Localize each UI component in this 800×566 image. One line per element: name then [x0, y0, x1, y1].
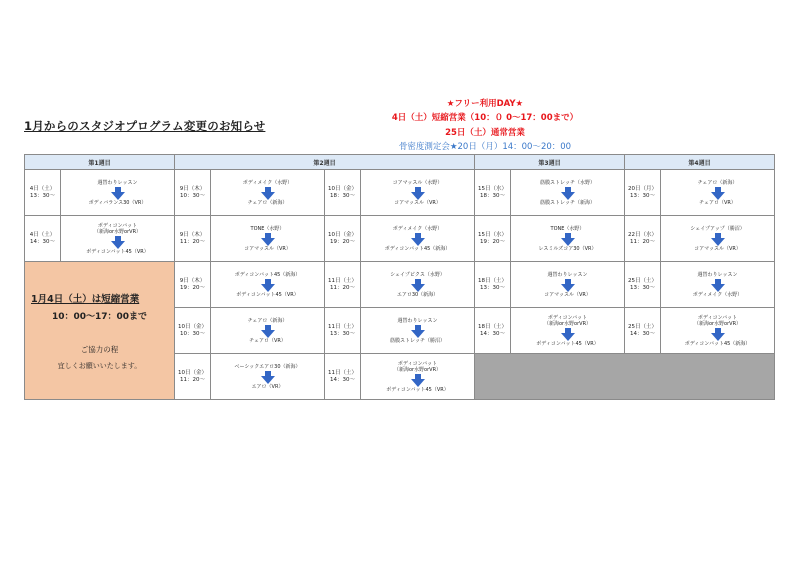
slot-program: [361, 170, 475, 216]
slot-program: [511, 170, 625, 216]
old-program: 週替わりレッスン: [547, 271, 588, 278]
slot-program: [211, 354, 325, 400]
new-program: チェアロ（VR）: [249, 337, 286, 344]
new-program: ボディコンバット45（VR）: [236, 291, 299, 298]
new-program: コアマッスル（VR）: [544, 291, 591, 298]
slot-program: [661, 262, 775, 308]
new-program: 筋膜ストレッチ（新海）: [540, 199, 595, 206]
new-program: レスミルズコア30（VR）: [538, 245, 597, 252]
old-program: TONE（水野）: [250, 225, 285, 232]
arrow-down-icon: [711, 284, 725, 292]
slot-date: 4日（土） 14：30～: [25, 216, 61, 262]
arrow-down-icon: [411, 330, 425, 338]
free-day-heading: ★フリー利用DAY★: [446, 99, 524, 109]
slot-program: [361, 262, 475, 308]
old-program: 筋膜ストレッチ（水野）: [540, 179, 595, 186]
old-program: 週替わりレッスン: [397, 317, 438, 324]
new-program: 筋膜ストレッチ（勝沼）: [390, 337, 445, 344]
slot-program: [61, 170, 175, 216]
new-program: ボディコンバット45（新海）: [384, 245, 451, 252]
slot-date: 10日（金） 11：20～: [175, 354, 211, 400]
old-program: ボディコンバット （新海or水野orVR）: [93, 222, 142, 235]
arrow-down-icon: [711, 238, 725, 246]
slot-program: [211, 216, 325, 262]
slot-program: [211, 170, 325, 216]
week-1-header: 第1週目: [25, 155, 175, 170]
old-program: チェアロ（新海）: [247, 317, 288, 324]
schedule-table: [24, 154, 775, 400]
slot-program: [211, 308, 325, 354]
slot-date: 11日（土） 11：20～: [325, 262, 361, 308]
old-program: ボディコンバット （新海or水野orVR）: [693, 314, 742, 327]
old-program: ボディメイク（水野）: [242, 179, 293, 186]
old-program: チェアロ（新海）: [697, 179, 738, 186]
short-hours-box-time: 10：00～17：00まで: [51, 311, 148, 322]
arrow-down-icon: [261, 238, 275, 246]
new-program: ボディバランス30（VR）: [88, 199, 147, 206]
old-program: TONE（水野）: [550, 225, 585, 232]
new-program: エアロ30（新海）: [396, 291, 439, 298]
slot-program: [361, 308, 475, 354]
week-2-header: 第2週目: [175, 155, 475, 170]
arrow-down-icon: [261, 192, 275, 200]
slot-date: 9日（木） 10：30～: [175, 170, 211, 216]
slot-program: [511, 262, 625, 308]
old-program: シェイプビクス（水野）: [390, 271, 445, 278]
week-4-header: 第4週目: [625, 155, 775, 170]
slot-date: 4日（土） 13：30～: [25, 170, 61, 216]
arrow-down-icon: [411, 379, 425, 387]
slot-program: [661, 170, 775, 216]
old-program: コアマッスル（水野）: [392, 179, 443, 186]
short-hours-box: [25, 262, 175, 400]
slot-date: 25日（土） 13：30～: [625, 262, 661, 308]
new-program: コアマッスル（VR）: [244, 245, 291, 252]
arrow-down-icon: [261, 330, 275, 338]
arrow-down-icon: [561, 192, 575, 200]
arrow-down-icon: [261, 284, 275, 292]
slot-date: 25日（土） 14：30～: [625, 308, 661, 354]
short-hours-box-message: ご協力の程: [80, 344, 119, 354]
old-program: シェイプアップ（勝沼）: [690, 225, 745, 232]
arrow-down-icon: [561, 238, 575, 246]
slot-program: [661, 308, 775, 354]
old-program: 週替わりレッスン: [97, 179, 138, 186]
slot-date: 10日（金） 10：30～: [175, 308, 211, 354]
week-3-header: 第3週目: [475, 155, 625, 170]
slot-date: 18日（土） 13：30～: [475, 262, 511, 308]
slot-program: [361, 354, 475, 400]
old-program: ボディメイク（水野）: [392, 225, 443, 232]
bone-density-notice: 骨密度測定会★20日（月）14：00～20：00: [398, 142, 572, 152]
new-program: ボディコンバット45（新海）: [684, 340, 751, 347]
slot-program: [211, 262, 325, 308]
page-title: 1月からのスタジオプログラム変更のお知らせ: [24, 119, 266, 133]
slot-program: [511, 216, 625, 262]
old-program: ボディコンバット45（新海）: [234, 271, 301, 278]
slot-date: 18日（土） 14：30～: [475, 308, 511, 354]
slot-date: 11日（土） 13：30～: [325, 308, 361, 354]
new-program: ボディコンバット45（VR）: [386, 386, 449, 393]
short-hours-box-thanks: 宜しくお願いいたします。: [57, 361, 142, 370]
slot-date: 10日（金） 19：20～: [325, 216, 361, 262]
arrow-down-icon: [111, 192, 125, 200]
old-program: 週替わりレッスン: [697, 271, 738, 278]
arrow-down-icon: [411, 238, 425, 246]
empty-slot: [475, 354, 775, 400]
old-program: ボディコンバット （新海or水野orVR）: [393, 360, 442, 373]
slot-program: [661, 216, 775, 262]
slot-date: 11日（土） 14：30～: [325, 354, 361, 400]
arrow-down-icon: [561, 333, 575, 341]
arrow-down-icon: [711, 333, 725, 341]
arrow-down-icon: [111, 241, 125, 249]
normal-hours-notice: 25日（土）通常営業: [445, 128, 525, 138]
new-program: チェアロ（VR）: [699, 199, 736, 206]
short-hours-notice: 4日（土）短縮営業（10：０ 0～17：00まで）: [391, 113, 579, 123]
new-program: チェアロ（新海）: [247, 199, 288, 206]
slot-date: 15日（水） 19：20～: [475, 216, 511, 262]
new-program: ボディコンバット45（VR）: [86, 248, 149, 255]
slot-date: 22日（水） 11：20～: [625, 216, 661, 262]
slot-program: [61, 216, 175, 262]
new-program: コアマッスル（VR）: [394, 199, 441, 206]
slot-date: 9日（木） 11：20～: [175, 216, 211, 262]
arrow-down-icon: [411, 284, 425, 292]
slot-date: 9日（木） 19：20～: [175, 262, 211, 308]
old-program: ベーシックエアロ30（新海）: [234, 363, 301, 370]
new-program: エアロ（VR）: [251, 383, 284, 390]
old-program: ボディコンバット （新海or水野orVR）: [543, 314, 592, 327]
new-program: コアマッスル（VR）: [694, 245, 741, 252]
slot-date: 10日（金） 18：30～: [325, 170, 361, 216]
arrow-down-icon: [711, 192, 725, 200]
slot-program: [511, 308, 625, 354]
new-program: ボディコンバット45（VR）: [536, 340, 599, 347]
slot-date: 15日（水） 18：30～: [475, 170, 511, 216]
slot-date: 20日（月） 13：30～: [625, 170, 661, 216]
arrow-down-icon: [411, 192, 425, 200]
short-hours-box-heading: 1月4日（土）は短縮営業: [31, 293, 140, 305]
arrow-down-icon: [261, 376, 275, 384]
arrow-down-icon: [561, 284, 575, 292]
slot-program: [361, 216, 475, 262]
new-program: ボディメイク（水野）: [692, 291, 743, 298]
